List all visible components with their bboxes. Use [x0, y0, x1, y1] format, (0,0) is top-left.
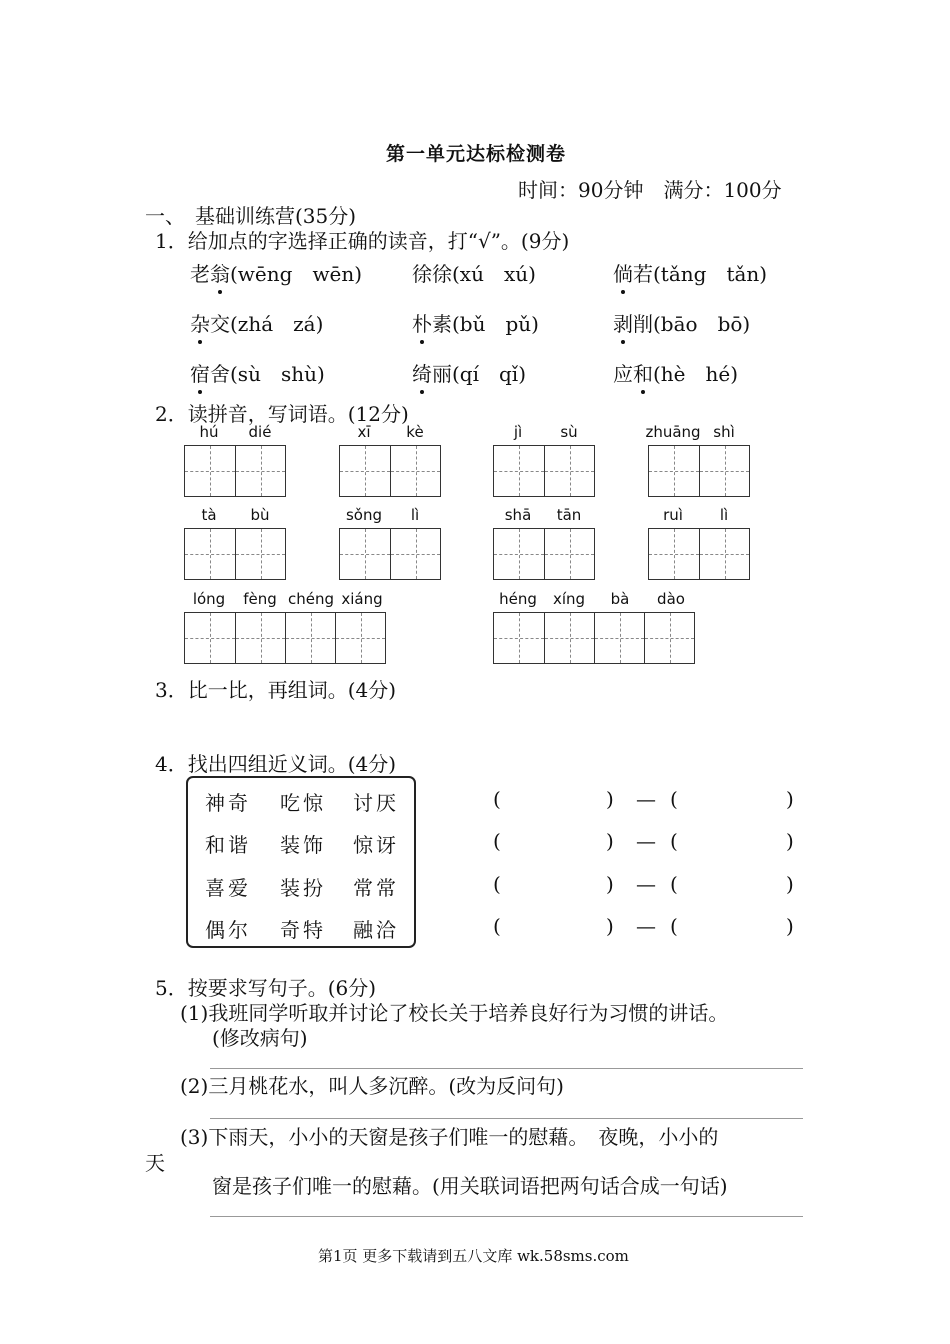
- q1-dotted-char: 剥: [613, 308, 633, 337]
- q5-sentence-1: (1)我班同学听取并讨论了校长关于培养良好行为习惯的讲话。: [180, 1001, 729, 1025]
- synonym-word: 融洽: [353, 918, 399, 942]
- synonym-word: 喜爱: [205, 876, 251, 900]
- q1-item-text: 若: [633, 262, 653, 286]
- pinyin-label: bù: [250, 506, 270, 524]
- writing-grid[interactable]: [339, 445, 441, 497]
- pinyin-label: lì: [719, 506, 729, 524]
- writing-grid[interactable]: [493, 612, 695, 664]
- q1-pinyin-options[interactable]: (qí qǐ): [452, 362, 527, 386]
- grid-cell[interactable]: [235, 613, 285, 663]
- grid-cell[interactable]: [235, 446, 285, 496]
- q1-item-text: 削: [633, 312, 653, 336]
- synonym-word: 装扮: [280, 876, 326, 900]
- grid-cell[interactable]: [494, 529, 544, 579]
- grid-cell[interactable]: [390, 446, 440, 496]
- blank-open-paren[interactable]: (: [670, 829, 678, 853]
- q1-item: [190, 258, 362, 287]
- q1-item-text: 舍: [210, 362, 230, 386]
- q1-item-text: 丽: [432, 362, 452, 386]
- synonym-word: 惊讶: [353, 833, 399, 857]
- answer-line-2[interactable]: [210, 1118, 803, 1119]
- grid-cell[interactable]: [699, 529, 749, 579]
- pinyin-label: kè: [406, 423, 424, 441]
- grid-cell[interactable]: [390, 529, 440, 579]
- q1-pinyin-options[interactable]: (wēng wēn): [230, 262, 363, 286]
- pinyin-label: fèng: [243, 590, 277, 608]
- blank-close-paren[interactable]: ): [606, 829, 614, 853]
- pinyin-label: lì: [410, 506, 420, 524]
- synonym-word: 和谐: [205, 833, 251, 857]
- exam-meta: 时间：90分钟 满分：100分: [518, 178, 782, 202]
- q1-pinyin-options[interactable]: (bǔ pǔ): [452, 312, 539, 336]
- synonym-word: 神奇: [205, 791, 251, 815]
- grid-cell[interactable]: [649, 446, 699, 496]
- q1-pinyin-options[interactable]: (tǎng tǎn): [653, 262, 768, 286]
- grid-cell[interactable]: [594, 613, 644, 663]
- pinyin-label: dào: [657, 590, 685, 608]
- blank-open-paren[interactable]: (: [493, 787, 501, 811]
- q1-dotted-char: 宿: [190, 358, 210, 387]
- q4-heading: 4．找出四组近义词。(4分): [155, 752, 397, 776]
- pair-dash: —: [636, 872, 656, 896]
- pair-dash: —: [636, 829, 656, 853]
- page-footer: 第1页 更多下载请到五八文库 wk.58sms.com: [318, 1247, 629, 1265]
- writing-grid[interactable]: [339, 528, 441, 580]
- q1-item-text: 徐徐: [412, 262, 452, 286]
- q1-item: [613, 258, 767, 287]
- grid-cell[interactable]: [335, 613, 385, 663]
- blank-open-paren[interactable]: (: [670, 914, 678, 938]
- pinyin-label: shā: [504, 506, 532, 524]
- q2-heading: 2．读拼音，写词语。(12分): [155, 402, 409, 426]
- q1-dotted-char: 翁: [210, 258, 230, 287]
- pinyin-label: zhuāng: [645, 423, 701, 441]
- writing-grid[interactable]: [493, 528, 595, 580]
- writing-grid[interactable]: [184, 528, 286, 580]
- grid-cell[interactable]: [285, 613, 335, 663]
- pinyin-label: chéng: [287, 590, 335, 608]
- grid-cell[interactable]: [644, 613, 694, 663]
- grid-cell[interactable]: [235, 529, 285, 579]
- q1-item: [412, 258, 536, 287]
- synonym-word: 讨厌: [353, 791, 399, 815]
- blank-close-paren[interactable]: ): [786, 914, 794, 938]
- q1-item: [190, 308, 323, 337]
- grid-cell[interactable]: [544, 529, 594, 579]
- writing-grid[interactable]: [648, 445, 750, 497]
- writing-grid[interactable]: [493, 445, 595, 497]
- blank-open-paren[interactable]: (: [670, 872, 678, 896]
- q1-pinyin-options[interactable]: (zhá zá): [230, 312, 324, 336]
- pinyin-label: dié: [248, 423, 272, 441]
- answer-line-3[interactable]: [210, 1216, 803, 1217]
- pinyin-label: xī: [357, 423, 371, 441]
- blank-close-paren[interactable]: ): [606, 872, 614, 896]
- grid-cell[interactable]: [185, 446, 235, 496]
- pair-dash: —: [636, 914, 656, 938]
- pinyin-label: shì: [713, 423, 735, 441]
- page-title: 第一单元达标检测卷: [386, 143, 567, 165]
- synonym-word: 装饰: [280, 833, 326, 857]
- section-heading: 一、 基础训练营(35分): [145, 204, 357, 228]
- pinyin-label: xíng: [552, 590, 586, 608]
- q5-sentence-2: (2)三月桃花水，叫人多沉醉。(改为反问句): [180, 1074, 564, 1098]
- pinyin-label: jì: [513, 423, 523, 441]
- q1-dotted-char: 杂: [190, 308, 210, 337]
- pinyin-label: xiáng: [341, 590, 383, 608]
- grid-cell[interactable]: [340, 446, 390, 496]
- blank-close-paren[interactable]: ): [786, 829, 794, 853]
- blank-open-paren[interactable]: (: [493, 829, 501, 853]
- blank-open-paren[interactable]: (: [670, 787, 678, 811]
- q1-item: [613, 358, 738, 387]
- pinyin-label: tān: [556, 506, 582, 524]
- q1-pinyin-options[interactable]: (bāo bō): [653, 312, 751, 336]
- pinyin-label: héng: [499, 590, 537, 608]
- blank-close-paren[interactable]: ): [786, 787, 794, 811]
- q1-item: [613, 308, 750, 337]
- q5-sentence-3-wrap: 天: [145, 1151, 165, 1175]
- answer-line-1[interactable]: [210, 1068, 803, 1069]
- writing-grid[interactable]: [184, 445, 286, 497]
- q1-heading: 1．给加点的字选择正确的读音，打“√”。(9分): [155, 229, 570, 253]
- synonym-word: 奇特: [280, 918, 326, 942]
- q1-item: [190, 358, 325, 387]
- writing-grid[interactable]: [648, 528, 750, 580]
- blank-close-paren[interactable]: ): [606, 787, 614, 811]
- synonym-word: 吃惊: [280, 791, 326, 815]
- q1-dotted-char: 和: [633, 358, 653, 387]
- grid-cell[interactable]: [544, 613, 594, 663]
- pinyin-label: hú: [199, 423, 219, 441]
- synonym-word: 常常: [353, 876, 399, 900]
- q1-dotted-char: 倘: [613, 258, 633, 287]
- q1-item: [412, 308, 539, 337]
- pinyin-label: sù: [560, 423, 578, 441]
- blank-close-paren[interactable]: ): [786, 872, 794, 896]
- grid-cell[interactable]: [544, 446, 594, 496]
- pinyin-label: ruì: [663, 506, 683, 524]
- pair-dash: —: [636, 787, 656, 811]
- pinyin-label: bà: [610, 590, 630, 608]
- q1-item-text: 应: [613, 362, 633, 386]
- q1-pinyin-options[interactable]: (hè hé): [653, 362, 739, 386]
- q3-heading: 3．比一比，再组词。(4分): [155, 678, 397, 702]
- grid-cell[interactable]: [494, 446, 544, 496]
- q5-heading: 5．按要求写句子。(6分): [155, 976, 377, 1000]
- blank-close-paren[interactable]: ): [606, 914, 614, 938]
- q1-pinyin-options[interactable]: (xú xú): [452, 262, 536, 286]
- grid-cell[interactable]: [185, 613, 235, 663]
- q1-pinyin-options[interactable]: (sù shù): [230, 362, 325, 386]
- synonym-word: 偶尔: [205, 918, 251, 942]
- q5-sentence-3: (3)下雨天，小小的天窗是孩子们唯一的慰藉。 夜晚，小小的: [180, 1125, 719, 1149]
- q5-sentence-1-task: (修改病句): [212, 1026, 308, 1050]
- grid-cell[interactable]: [649, 529, 699, 579]
- grid-cell[interactable]: [494, 613, 544, 663]
- q1-item-text: 老: [190, 262, 210, 286]
- q1-item-text: 交: [210, 312, 230, 336]
- blank-open-paren[interactable]: (: [493, 872, 501, 896]
- pinyin-label: tà: [201, 506, 217, 524]
- q1-dotted-char: 朴: [412, 308, 432, 337]
- q1-dotted-char: 绮: [412, 358, 432, 387]
- writing-grid[interactable]: [184, 612, 386, 664]
- q1-item: [412, 358, 526, 387]
- blank-open-paren[interactable]: (: [493, 914, 501, 938]
- grid-cell[interactable]: [340, 529, 390, 579]
- pinyin-label: sǒng: [345, 506, 383, 524]
- grid-cell[interactable]: [185, 529, 235, 579]
- q5-sentence-3-cont: 窗是孩子们唯一的慰藉。(用关联词语把两句话合成一句话): [212, 1174, 728, 1198]
- pinyin-label: lóng: [192, 590, 226, 608]
- grid-cell[interactable]: [699, 446, 749, 496]
- q1-item-text: 素: [432, 312, 452, 336]
